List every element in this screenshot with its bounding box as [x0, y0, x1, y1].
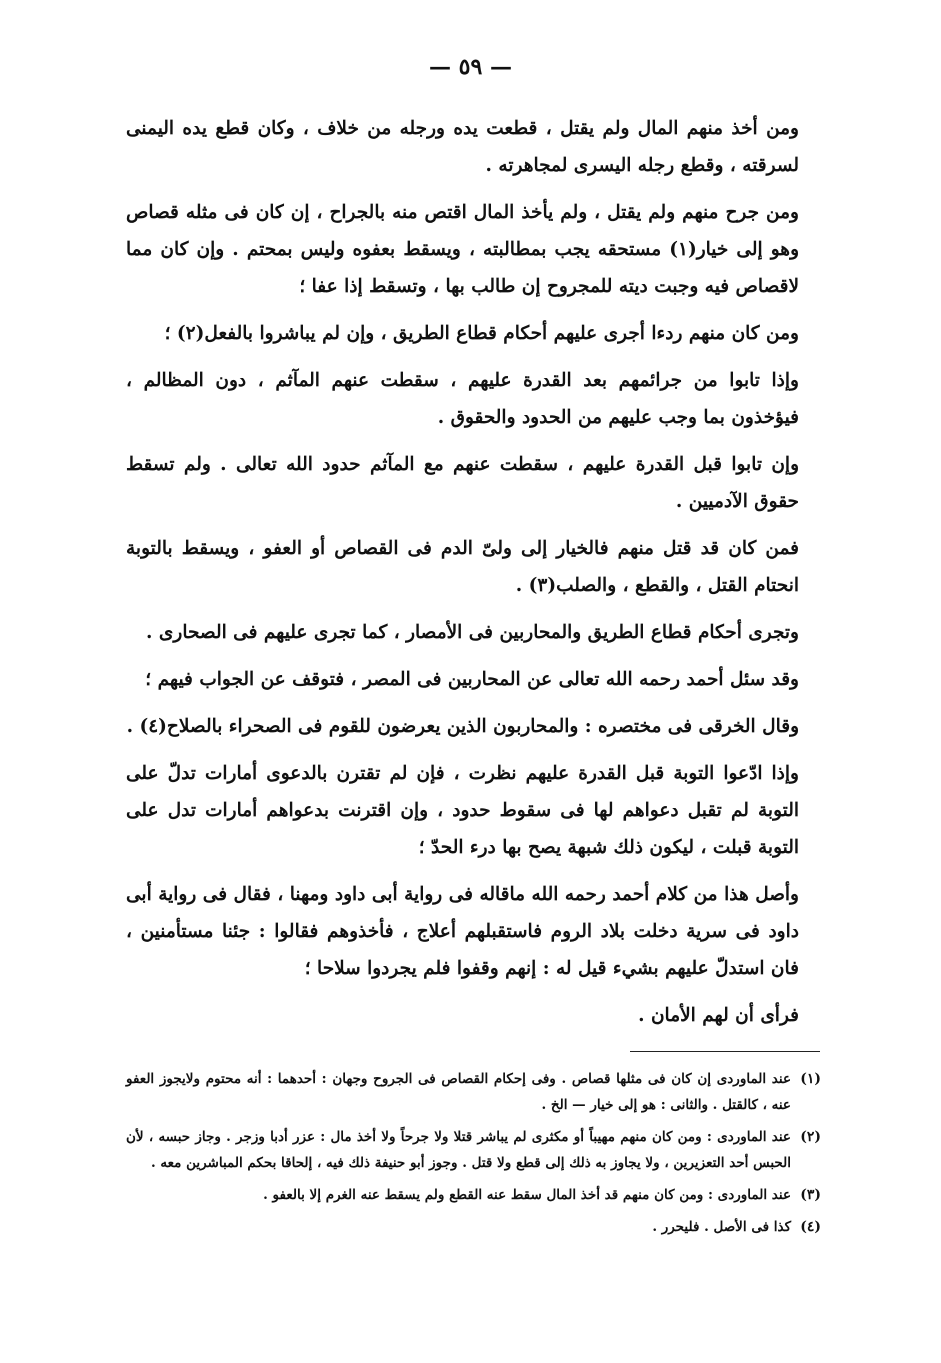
paragraph: وقد سئل أحمد رحمه الله تعالى عن المحاربين فى المصر ، فتوقف عن الجواب فيهم ؛ — [145, 669, 799, 690]
paragraph: وأصل هذا من كلام أحمد رحمه الله ماقاله فى رواية أبى داود ومهنا ، فقال فى رواية أبى داود فى سرية دخلت بلاد الروم فاستقبلهم أعلاج ، فأخذوهم فقالوا : جئنا مستأمنين ، فان استدلّ عليهم بشيء قيل له : إنهم وقفوا فلم يجردوا سلاحا ؛ — [126, 884, 799, 979]
paragraph: ومن كان منهم ردءا أجرى عليهم أحكام قطاع الطريق ، وإن لم يباشروا بالفعل(٢) ؛ — [164, 323, 799, 344]
paragraph: وتجرى أحكام قطاع الطريق والمحاربين فى الأمصار ، كما تجرى عليهم فى الصحارى . — [146, 622, 799, 643]
paragraph: وقال الخرقى فى مختصره : والمحاربون الذين يعرضون للقوم فى الصحراء بالصلاح(٤) . — [126, 716, 799, 737]
paragraph: ومن جرح منهم ولم يقتل ، ولم يأخذ المال اقتص منه بالجراح ، إن كان فى مثله قصاص وهو إلى خيار(١) مستحقه يجب بمطالبته ، ويسقط بعفوه وليس بمحتم . وإن كان مما لاقصاص فيه وجبت ديته للمجروح إن طالب بها ، وتسقط إذا عفا ؛ — [126, 202, 799, 297]
footnote-number: (٣) — [800, 1187, 821, 1203]
footnote-separator — [630, 1051, 820, 1052]
footnote-text: عند الماوردى : ومن كان منهم مهيباً أو مكثرى لم يباشر قتلا ولا جرحاً ولا أخذ مال : عزر أدبا وزجر . وجاز حبسه ، لأن الحبس أحد التعزيرين ، ولا يجاوز به ذلك إلى قطع ولا قتل . وجوز أبو حنيفة ذلك فيه ، إلحاقا بحكم المباشرين معه . — [126, 1129, 791, 1171]
footnotes — [126, 1066, 821, 1246]
paragraph: وإذا ادّعوا التوبة قبل القدرة عليهم نظرت ، فإن لم تقترن بالدعوى أمارات تدلّ على التوبة لم تقبل دعواهم لها فى سقوط حدود ، وإن اقترنت بدعواهم أمارات تدل على التوبة قبلت ، ليكون ذلك شبهة يصح بها درء الحدّ ؛ — [126, 763, 799, 858]
paragraph: وإن تابوا قبل القدرة عليهم ، سقطت عنهم مع المآثم حدود الله تعالى . ولم تسقط حقوق الآدميين . — [126, 454, 799, 512]
footnote — [126, 1214, 821, 1240]
footnote-text: كذا فى الأصل . فليحرر . — [652, 1219, 791, 1235]
paragraph: وإذا تابوا من جرائمهم بعد القدرة عليهم ، سقطت عنهم المآثم ، دون المظالم ، فيؤخذون بما وجب عليهم من الحدود والحقوق . — [126, 370, 799, 428]
footnote-number: (٤) — [800, 1219, 821, 1235]
footnote-text: عند الماوردى : ومن كان منهم قد أخذ المال سقط عنه القطع ولم يسقط عنه الغرم إلا بالعفو . — [263, 1187, 791, 1203]
paragraph: ومن أخذ منهم المال ولم يقتل ، قطعت يده ورجله من خلاف ، وكان قطع يده اليمنى لسرقته ، وقطع رجله اليسرى لمجاهرته . — [126, 118, 799, 176]
footnote — [126, 1124, 821, 1176]
main-text — [126, 110, 821, 1044]
page-number: — ٥٩ — — [429, 54, 512, 80]
footnote — [126, 1182, 821, 1208]
footnote-text: عند الماوردى إن كان فى مثلها قصاص . وفى إحكام القصاص فى الجروح وجهان : أحدهما : أنه محتوم ولايجوز العفو عنه ، كالقتل . والثانى : هو إلى خيار — الخ . — [126, 1071, 791, 1113]
footnote-number: (٢) — [800, 1129, 821, 1145]
paragraph: فرأى أن لهم الأمان . — [638, 1005, 799, 1026]
footnote-number: (١) — [800, 1071, 821, 1087]
footnote — [126, 1066, 821, 1118]
paragraph: فمن كان قد قتل منهم فالخيار إلى ولىّ الدم فى القصاص أو العفو ، ويسقط بالتوبة انحتام القتل ، والقطع ، والصلب(٣) . — [126, 538, 799, 596]
